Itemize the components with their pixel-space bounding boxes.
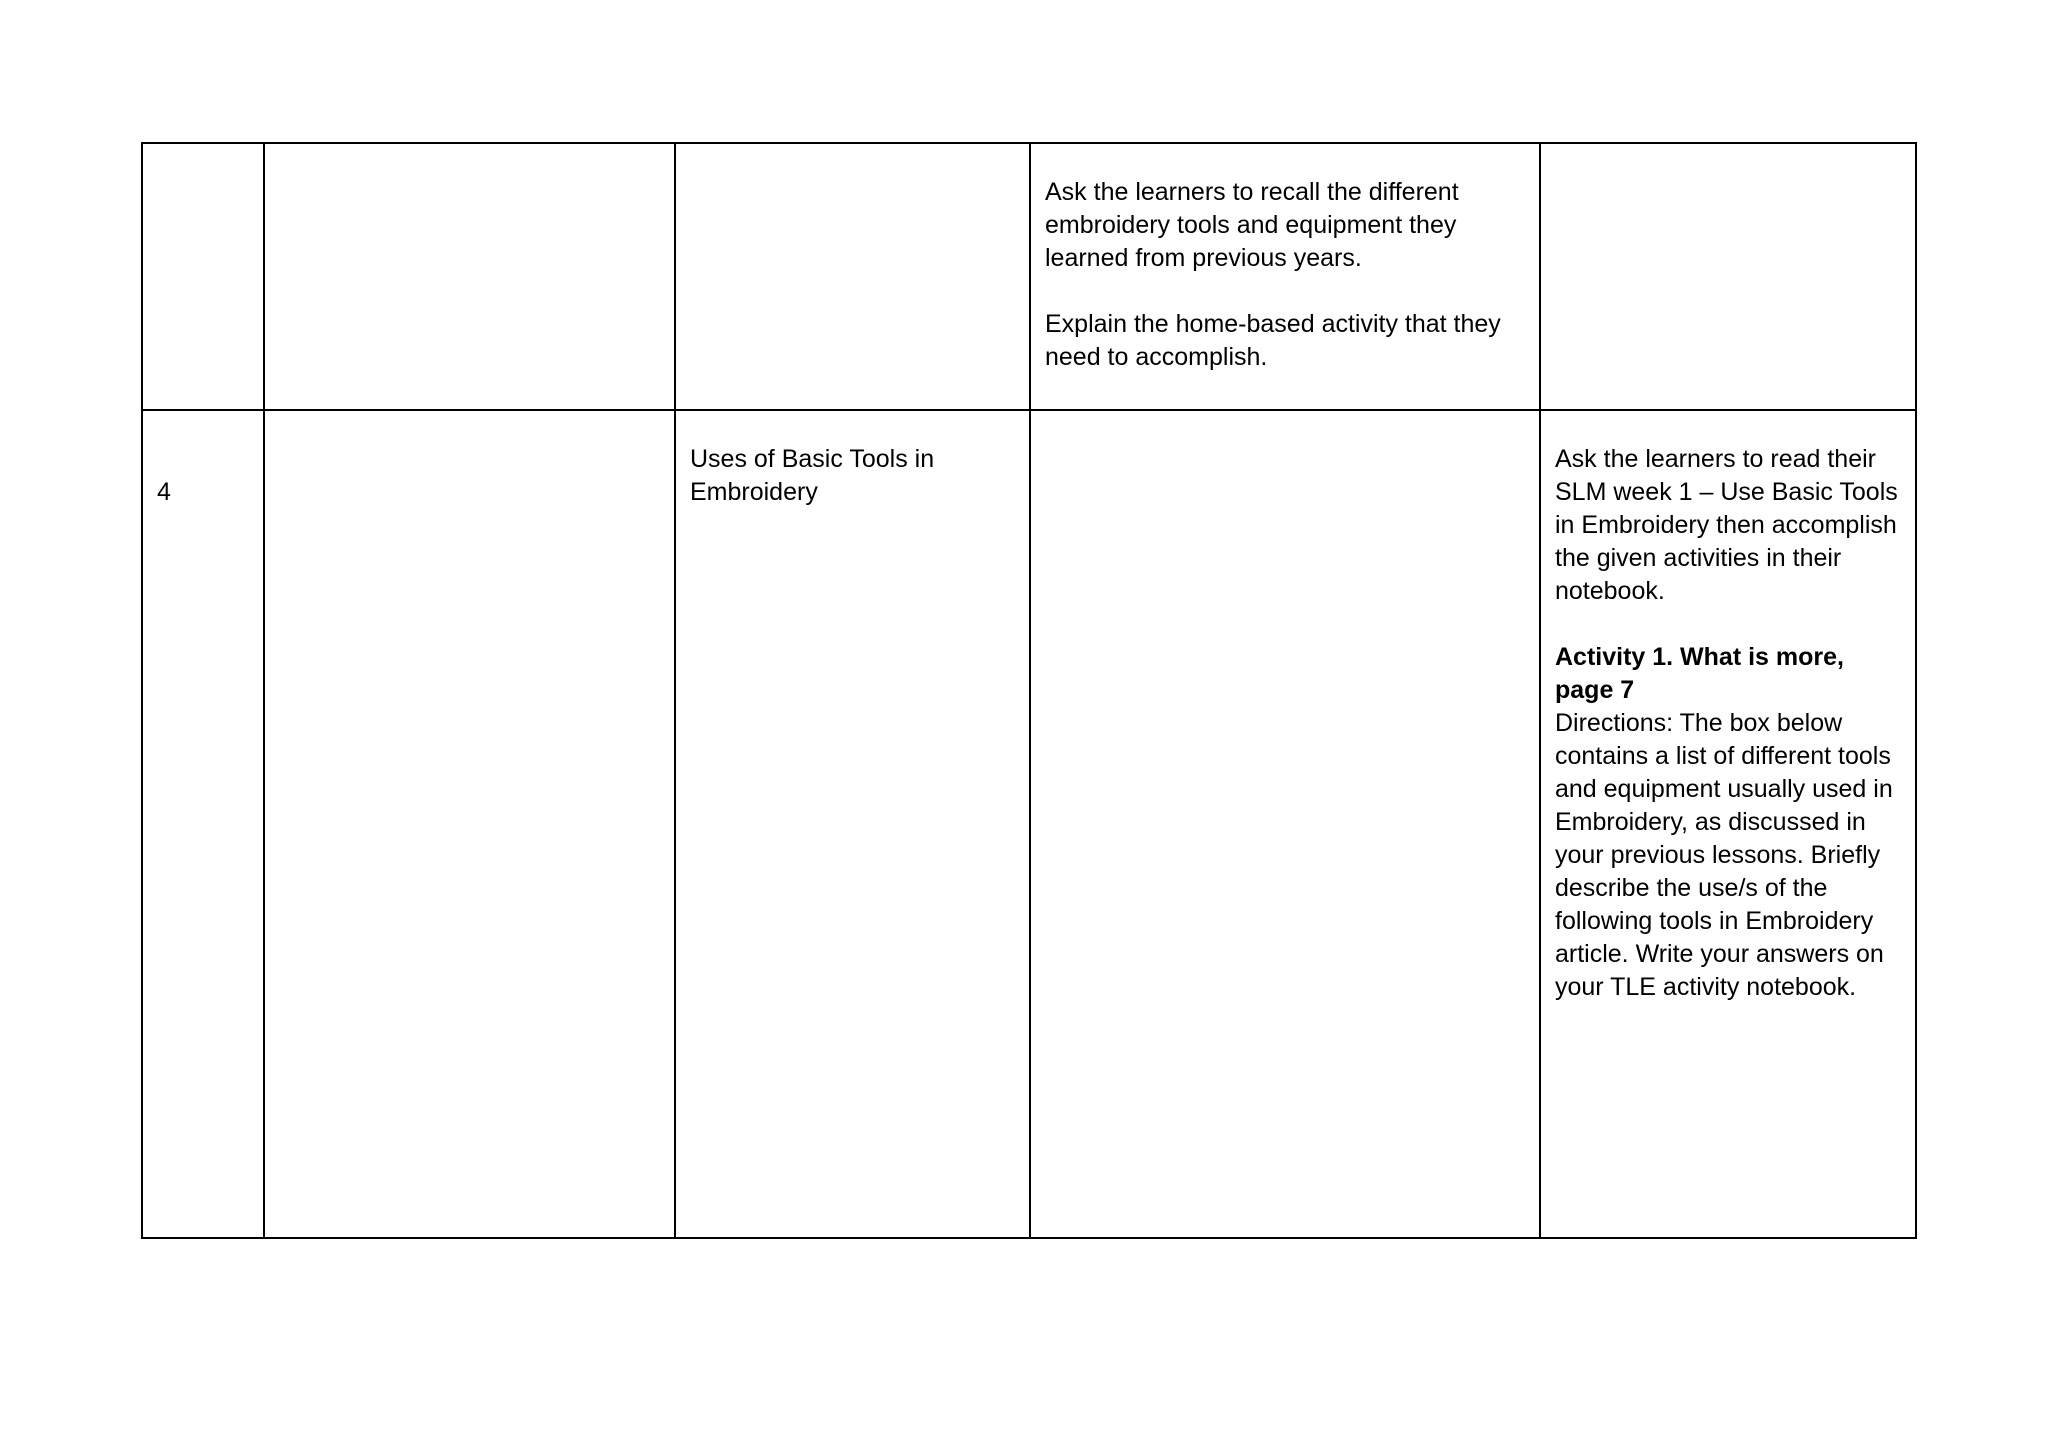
reading-instruction: Ask the learners to read their SLM week 1 – Use Basic Tools in Embroidery then accomplish the given activities in their notebook. <box>1555 445 1898 605</box>
table-cell-topic <box>675 410 1030 1238</box>
recall-instruction: Ask the learners to recall the different embroidery tools and equipment they learned from previous years. <box>1045 178 1459 272</box>
activity-directions: Directions: The box below contains a list of different tools and equipment usually used in Embroidery, as discussed in your previous lessons. Briefly describe the use/s of the following tools in Embroidery article. Write your answers on your TLE activity notebook. <box>1555 709 1893 1001</box>
topic-text: Uses of Basic Tools in Embroidery <box>690 445 935 506</box>
table-cell-day <box>142 410 264 1238</box>
activity-title: Activity 1. What is more, page 7 <box>1555 643 1844 704</box>
table-cell-activity <box>1030 410 1540 1238</box>
table-cell-task <box>1540 410 1916 1238</box>
table-cell-day <box>142 143 264 410</box>
table-cell-task <box>1540 143 1916 410</box>
activity-block <box>1555 641 1901 1004</box>
table-row <box>142 143 1916 410</box>
table-cell-competency <box>264 143 675 410</box>
table-cell-activity <box>1030 143 1540 410</box>
table-cell-topic <box>675 143 1030 410</box>
lesson-plan-table <box>141 142 1917 1239</box>
table-row <box>142 410 1916 1238</box>
home-activity-instruction: Explain the home-based activity that they need to accomplish. <box>1045 310 1501 371</box>
table-cell-competency <box>264 410 675 1238</box>
day-number: 4 <box>157 478 171 506</box>
